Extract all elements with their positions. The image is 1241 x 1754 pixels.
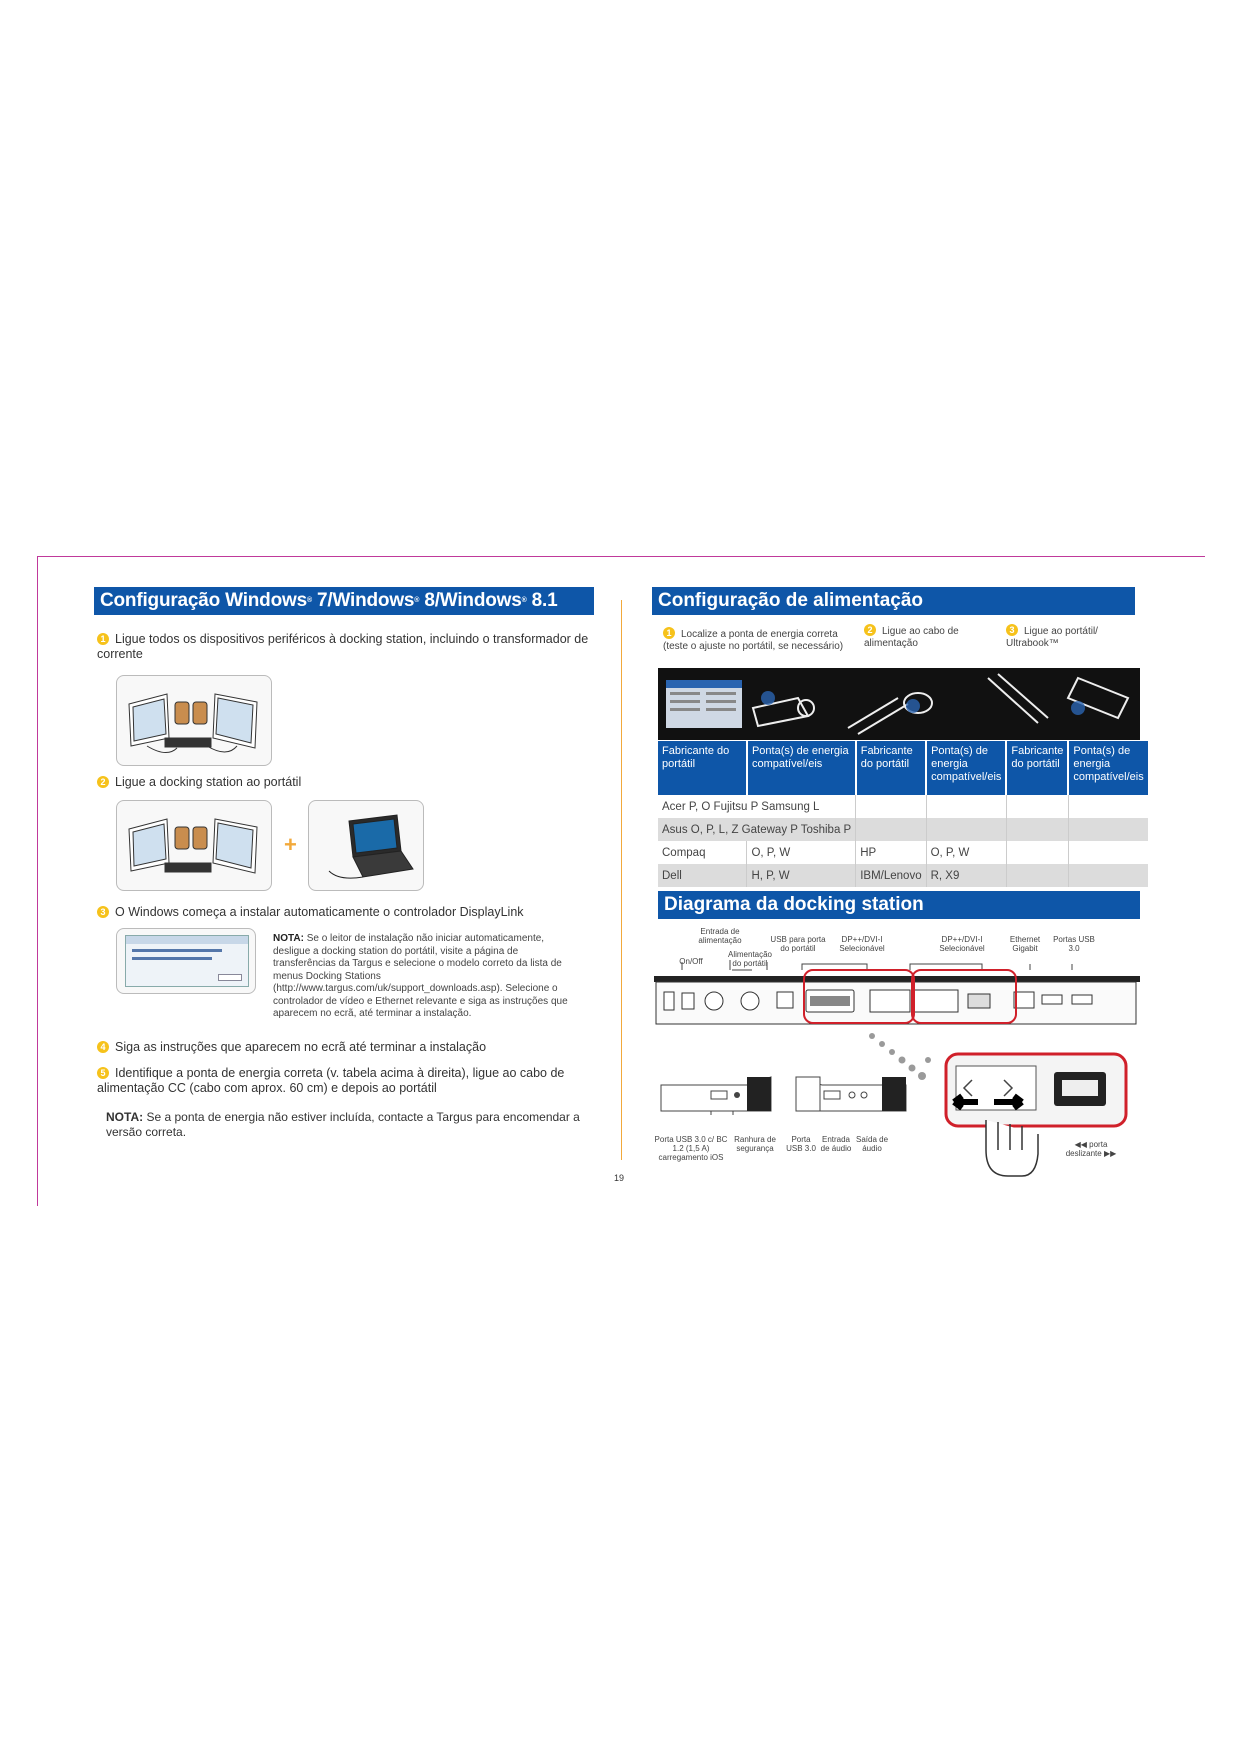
column-divider bbox=[621, 600, 622, 1160]
dock-connection-illustration bbox=[116, 800, 272, 891]
table-cell: Acer P, O Fujitsu P Samsung L bbox=[662, 800, 820, 813]
power-step-3: 3 Ligue ao portátil/ Ultrabook™ bbox=[1006, 625, 1098, 649]
table-cell: IBM/Lenovo bbox=[856, 864, 926, 887]
step-3: 3 O Windows começa a instalar automaticamente o controlador DisplayLink bbox=[97, 905, 597, 920]
table-cell: R, X9 bbox=[926, 864, 1006, 887]
label-usb-charging: Porta USB 3.0 c/ BC 1.2 (1,5 A) carregamento iOS bbox=[654, 1135, 728, 1162]
table-cell: Asus O, P, L, Z Gateway P Toshiba P bbox=[658, 818, 856, 841]
power-tip-compatibility-table bbox=[658, 741, 1148, 887]
table-cell bbox=[1006, 864, 1068, 887]
table-cell: O, P, W bbox=[926, 841, 1006, 864]
label-power-in: Entrada de alimentação bbox=[698, 927, 742, 945]
sliding-port-closeup bbox=[942, 1050, 1132, 1180]
table-row bbox=[658, 818, 1148, 841]
table-header: Fabricante do portátil bbox=[1006, 741, 1068, 795]
step-1-number: 1 bbox=[97, 633, 109, 645]
table-row bbox=[658, 795, 1148, 818]
installer-dialog-screenshot bbox=[116, 928, 256, 994]
dock-side-view-left bbox=[657, 1075, 775, 1115]
page-frame-left bbox=[37, 556, 38, 1206]
table-cell: Dell bbox=[658, 864, 747, 887]
label-audio-out: Saída de áudio bbox=[855, 1135, 889, 1153]
page-frame-top bbox=[37, 556, 1205, 557]
installation-note: NOTA: Se o leitor de instalação não iniciar automaticamente, desligue a docking station do portátil, visite a página de transferências da Targus e selecione o modelo correto da lista de menus Docking Stations (http://www.targus.com/uk/support_downloads.asp). Selecione o controlador de vídeo e Ethernet relevante e siga as instruções que aparecem no ecrã, até terminar a instalação. bbox=[273, 933, 568, 1019]
label-on-off: On/Off bbox=[679, 957, 703, 966]
power-tip-photo-strip bbox=[658, 668, 1140, 740]
peripherals-illustration bbox=[116, 675, 272, 766]
table-cell: HP bbox=[856, 841, 926, 864]
step-5-number: 5 bbox=[97, 1067, 109, 1079]
page-number: 19 bbox=[614, 1173, 625, 1183]
table-row bbox=[658, 864, 1148, 887]
label-audio-in: Entrada de áudio bbox=[820, 1135, 852, 1153]
docking-diagram-title: Diagrama da docking station bbox=[658, 891, 1140, 919]
power-step-2: 2 Ligue ao cabo de alimentação bbox=[864, 625, 959, 649]
table-header: Ponta(s) de energia compatível/eis bbox=[747, 741, 856, 795]
label-usb-port: Porta USB 3.0 bbox=[786, 1135, 816, 1153]
label-usb-ports: Portas USB 3.0 bbox=[1053, 935, 1095, 953]
table-cell bbox=[1068, 841, 1147, 864]
step-4-number: 4 bbox=[97, 1041, 109, 1053]
windows-setup-title: Configuração Windows® 7/Windows® 8/Windows® 8.1 bbox=[94, 587, 594, 615]
table-header: Ponta(s) de energia compatível/eis bbox=[1068, 741, 1147, 795]
table-header: Fabricante do portátil bbox=[856, 741, 926, 795]
label-dp-dvi-1: DP++/DVI-I Selecionável bbox=[839, 935, 885, 953]
table-cell: H, P, W bbox=[747, 864, 856, 887]
table-cell bbox=[1006, 841, 1068, 864]
table-header: Fabricante do portátil bbox=[658, 741, 747, 795]
sliding-port-label: ◀◀ porta deslizante ▶▶ bbox=[1065, 1140, 1117, 1158]
label-security-slot: Ranhura de segurança bbox=[734, 1135, 776, 1153]
label-dp-dvi-2: DP++/DVI-I Selecionável bbox=[939, 935, 985, 953]
label-usb-laptop: USB para porta do portátil bbox=[770, 935, 826, 953]
table-cell: Compaq bbox=[662, 846, 706, 859]
label-power-laptop: Alimentação do portátil bbox=[727, 950, 773, 968]
table-cell bbox=[1068, 864, 1147, 887]
step-1: 1 Ligue todos os dispositivos periféricos à docking station, incluindo o transformador de corrente bbox=[97, 632, 589, 661]
step-2: 2 Ligue a docking station ao portátil bbox=[97, 775, 597, 790]
step-3-number: 3 bbox=[97, 906, 109, 918]
step-2-number: 2 bbox=[97, 776, 109, 788]
rewind-icon: ◀◀ bbox=[1074, 1140, 1087, 1149]
table-cell: O, P, W bbox=[747, 841, 856, 864]
laptop-illustration bbox=[308, 800, 424, 891]
step-4: 4 Siga as instruções que aparecem no ecrã até terminar a instalação bbox=[97, 1040, 597, 1055]
table-row bbox=[658, 841, 1148, 864]
power-setup-title: Configuração de alimentação bbox=[652, 587, 1135, 615]
step-5: 5 Identifique a ponta de energia correta (v. tabela acima à direita), ligue ao cabo de alimentação CC (cabo com aprox. 60 cm) e depois ao portátil bbox=[97, 1066, 565, 1095]
plus-icon: + bbox=[284, 832, 297, 857]
dock-side-view-right bbox=[792, 1075, 910, 1115]
power-tip-note: NOTA: Se a ponta de energia não estiver incluída, contacte a Targus para encomendar a versão correta. bbox=[106, 1110, 580, 1139]
forward-icon: ▶▶ bbox=[1103, 1149, 1117, 1158]
power-step-1: 1 Localize a ponta de energia correta (teste o ajuste no portátil, se necessário) bbox=[663, 628, 844, 652]
table-header: Ponta(s) de energia compatível/eis bbox=[926, 741, 1006, 795]
label-ethernet: Ethernet Gigabit bbox=[1009, 935, 1041, 953]
